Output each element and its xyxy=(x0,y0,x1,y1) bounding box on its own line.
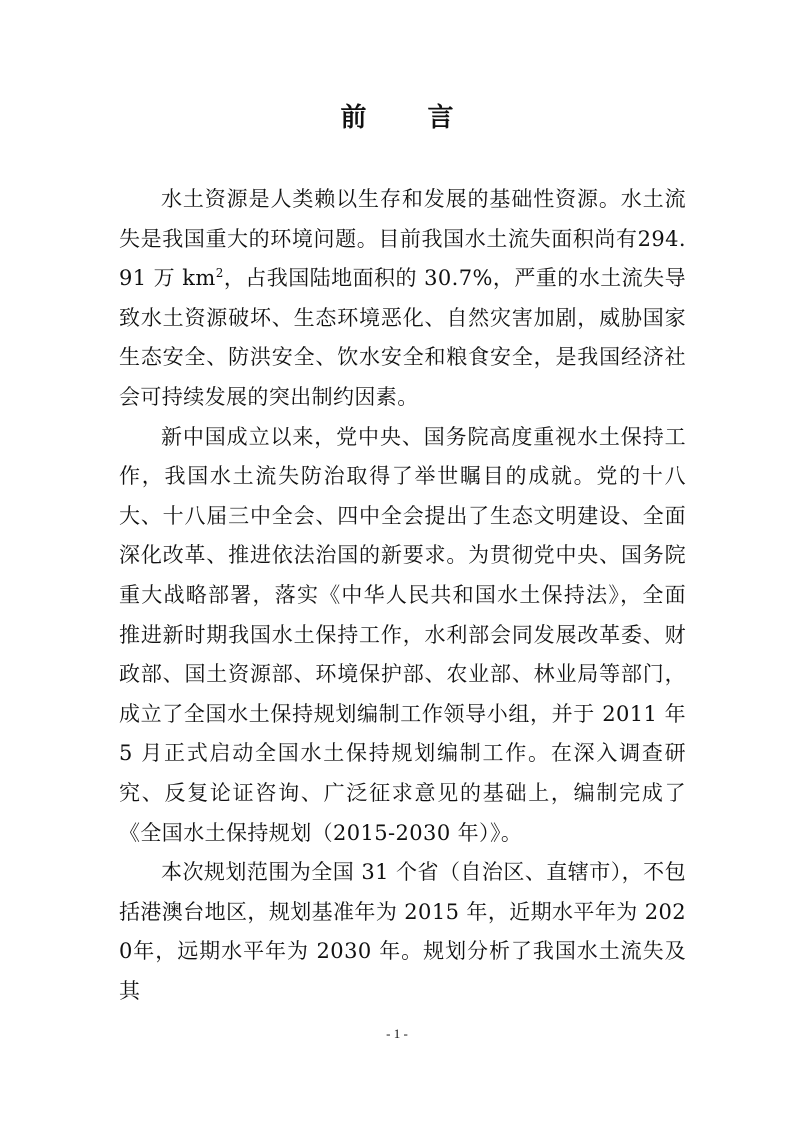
superscript-exponent: 2 xyxy=(215,266,224,281)
paragraph-1-text-a: 水土资源是人类赖以生存和发展的基础性资源。水土流失是我国重大的环境问题。目前我国水土流失面积尚有294.91 万 km xyxy=(119,187,686,291)
page-number: - 1 - xyxy=(386,1026,408,1041)
page-title: 前 言 xyxy=(340,103,480,133)
paragraph-1-text-b: ，占我国陆地面积的 30.7%，严重的水土流失导致水土资源破坏、生态环境恶化、自然灾害加剧，威胁国家生态安全、防洪安全、饮水安全和粮食安全，是我国经济社会可持续发展的突出制约因素。 xyxy=(119,266,686,409)
paragraph-3: 本次规划范围为全国 31 个省（自治区、直辖市），不包括港澳台地区，规划基准年为 2015 年，近期水平年为 2020年，远期水平年为 2030 年。规划分析了我国水土流失及其 xyxy=(119,860,686,1003)
paragraph-2: 新中国成立以来，党中央、国务院高度重视水土保持工作，我国水土流失防治取得了举世瞩目的成就。党的十八大、十八届三中全会、四中全会提出了生态文明建设、全面深化改革、推进依法治国的新要求。为贯彻党中央、国务院重大战略部署，落实《中华人民共和国水土保持法》，全面推进新时期我国水土保持工作，水利部会同发展改革委、财政部、国土资源部、环境保护部、农业部、林业局等部门，成立了全国水土保持规划编制工作领导小组，并于 2011 年 5 月正式启动全国水土保持规划编制工作。在深入调查研究、反复论证咨询、广泛征求意见的基础上，编制完成了《全国水土保持规划（2015-2030 年）》。 xyxy=(119,424,686,845)
document-body xyxy=(119,180,686,1011)
paragraph-1 xyxy=(119,180,686,418)
